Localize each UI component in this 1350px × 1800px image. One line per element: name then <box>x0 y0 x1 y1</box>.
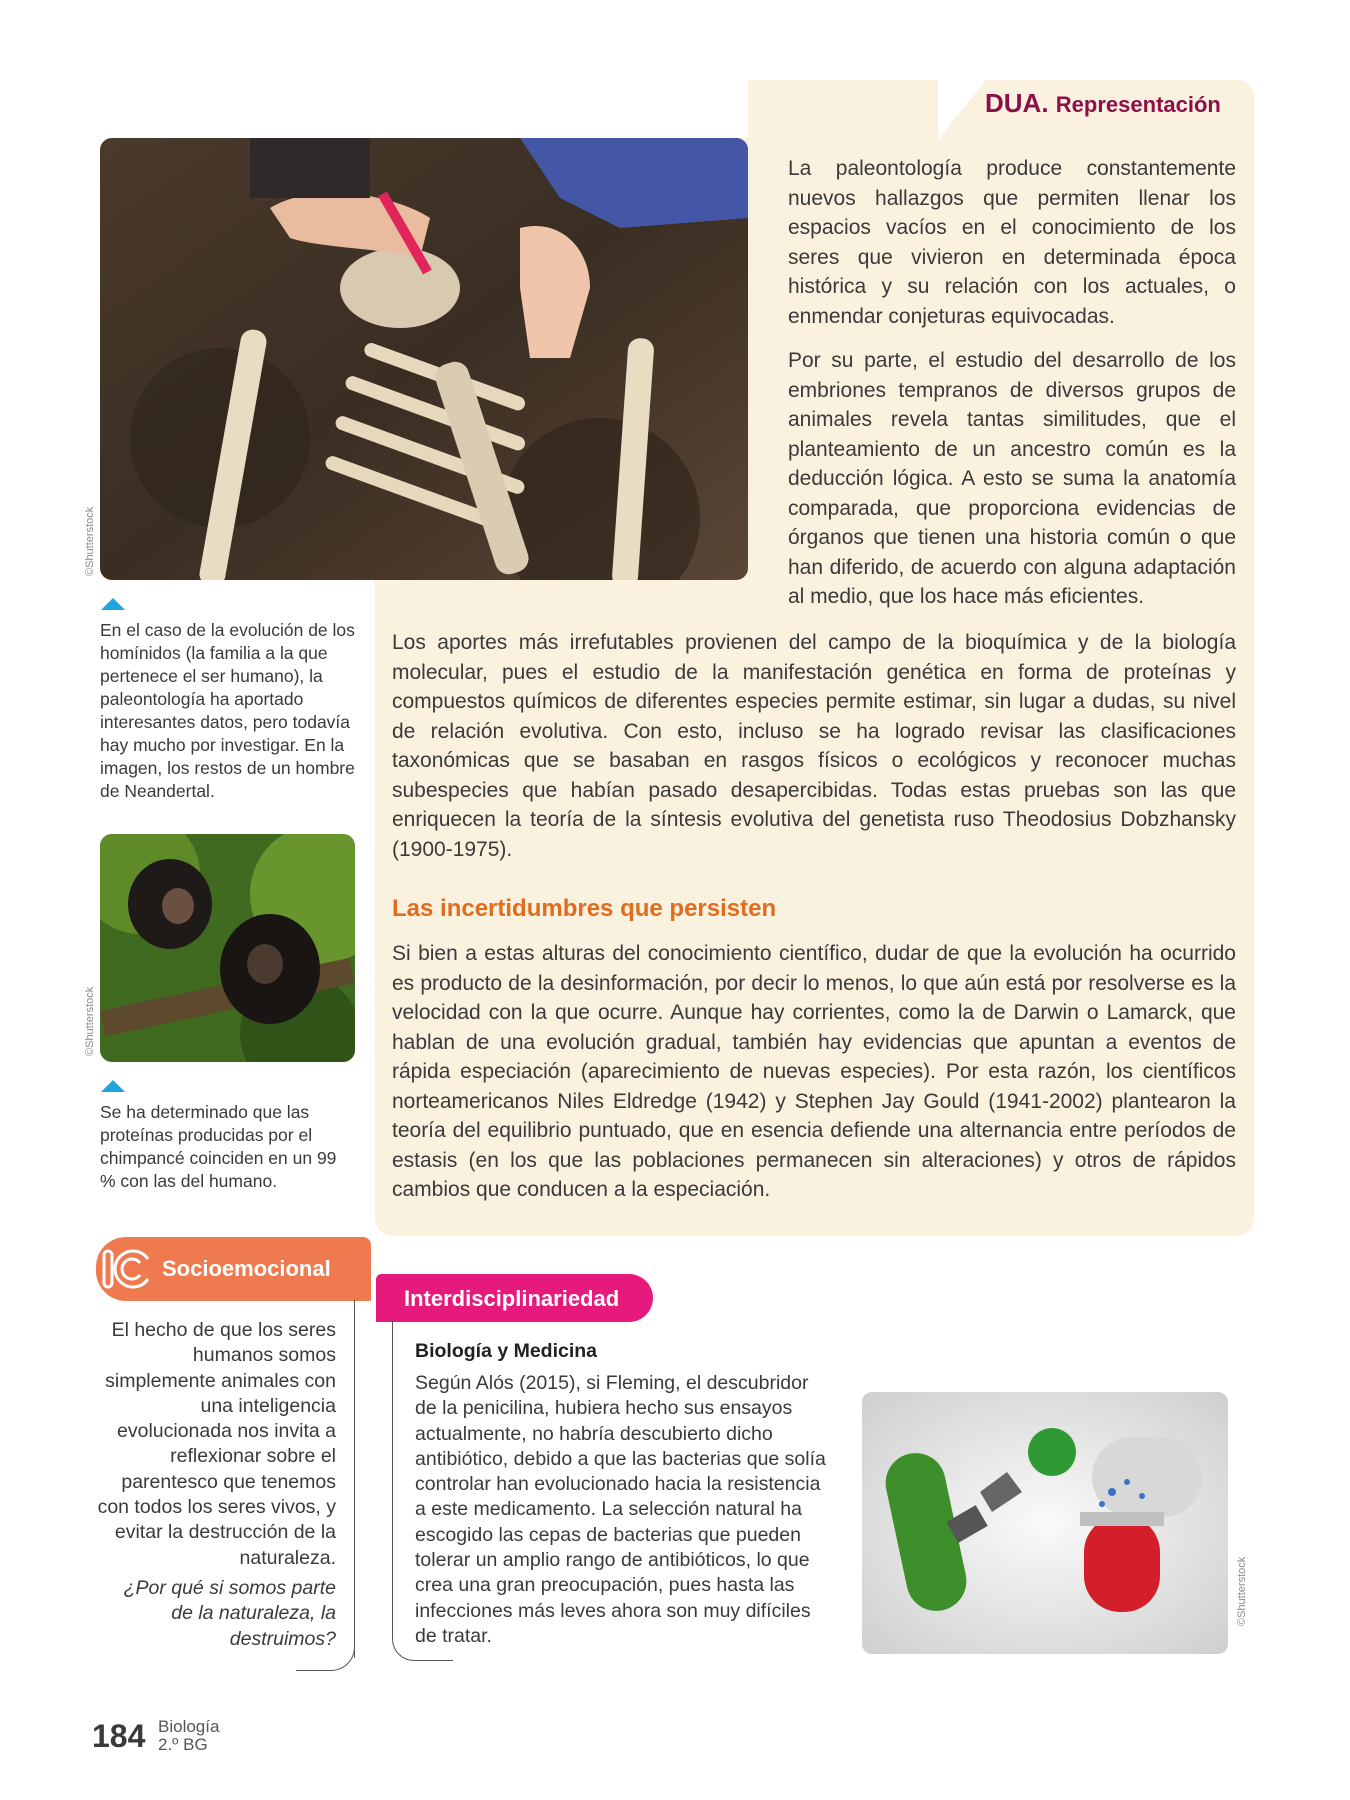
paragraph-embryology: Por su parte, el estudio del desarrollo de los embriones tempranos de diversos grupos de animales revela tantas similitudes, que el planteamiento de un ancestro común es la deducción lógica. A esto se suma la anatomía comparada, que proporciona evidencias de órganos que tienen una historia común o que han diferido, de acuerdo con alguna adaptación al medio, que los hace más eficientes. <box>788 349 1236 608</box>
inter-divider <box>392 1320 393 1638</box>
socio-divider <box>354 1300 355 1658</box>
dua-subtitle: Representación <box>1055 92 1221 117</box>
ic-logo-icon <box>96 1241 152 1297</box>
socioemocional-question: ¿Por qué si somos parte de la naturaleza, la destruimos? <box>123 1577 336 1650</box>
interdisciplinariedad-subtitle: Biología y Medicina <box>415 1340 598 1362</box>
paragraph-paleontology: La paleontología produce constantemente nuevos hallazgos que permiten llenar los espacios vacíos en el conocimiento de los seres que vivieron en determinada época histórica y su relación con los actuales, o enmendar conjeturas equivocadas. <box>788 157 1236 328</box>
socioemocional-text: El hecho de que los seres humanos somos simplemente animales con una inteligencia evolucionada nos invita a reflexionar sobre el parentesco que tenemos con todos los seres vivos, y evitar la destrucción de la naturaleza. <box>97 1319 336 1569</box>
bacteria-pill-image <box>862 1392 1228 1654</box>
section-heading: Las incertidumbres que persisten <box>392 895 777 922</box>
book-subject: Biología <box>158 1717 220 1736</box>
photo-credit-bacteria: ©Shutterstock <box>1236 1556 1248 1626</box>
caption-chimp: Se ha determinado que las proteínas producidas por el chimpancé coinciden en un 99 % con las del humano. <box>100 1102 337 1191</box>
interdisciplinariedad-title: Interdisciplinariedad <box>404 1286 620 1311</box>
book-info <box>158 1718 219 1754</box>
paragraph-biochemistry: Los aportes más irrefutables provienen del campo de la bioquímica y de la biología molecular, pues el estudio de la manifestación genética en forma de proteínas y compuestos químicos de diferentes especies permite estimar, sin lugar a dudas, su nivel de relación evolutiva. Con esto, incluso se ha logrado revisar las clasificaciones taxonómicas que se basaban en rasgos físicos o ecológicos y reconocer muchas subespecies que habían pasado desapercibidas. Todas estas pruebas son las que enriquecen la teoría de la síntesis evolutiva del genetista ruso Theodosius Dobzhansky (1900-1975). <box>392 631 1236 861</box>
interdisciplinariedad-text: Según Alós (2015), si Fleming, el descubridor de la penicilina, hubiera hecho sus ensayos actualmente, no habría descubierto dicho antibiótico, debido a que las bacterias que solía controlar han evolucionado hacia la resistencia a este medicamento. La selección natural ha escogido las cepas de bacterias que pueden tolerar un amplio rango de antibióticos, lo que crea una gran preocupación, pues hasta las infecciones más leves ahora son muy difíciles de tratar. <box>415 1372 826 1647</box>
paragraph-uncertainties: Si bien a estas alturas del conocimiento científico, dudar de que la evolución ha ocurrido es producto de la desinformación, por decir lo menos, lo que aún está por resolverse es la velocidad con la que ocurre. Aunque hay corrientes, como la de Darwin o Lamarck, que hablan de una evolución gradual, también hay evidencias que apuntan a eventos de rápida especiación (aparecimiento de nuevas especies). Por esta razón, los científicos norteamericanos Niles Eldredge (1942) y Stephen Jay Gould (1941-2002) plantearon la teoría del equilibrio puntuado, que en esencia defiende una alternancia entre períodos de estasis (en los que las poblaciones permanecen sin alteraciones) y otros de rápidos cambios que conducen a la especiación. <box>392 942 1236 1201</box>
caption-skeleton: En el caso de la evolución de los homínidos (la familia a la que pertenece el ser humano), la paleontología ha aportado interesantes datos, pero todavía hay mucho por investigar. En la imagen, los restos de un hombre de Neandertal. <box>100 620 355 801</box>
neanderthal-excavation-image <box>100 138 748 580</box>
triangle-up-icon <box>101 598 125 610</box>
dua-title <box>985 88 1221 119</box>
socioemocional-title: Socioemocional <box>162 1256 331 1281</box>
photo-credit-skeleton: ©Shutterstock <box>84 506 96 576</box>
dua-label: DUA. <box>985 88 1049 118</box>
chimpanzee-image <box>100 834 355 1062</box>
triangle-up-icon <box>101 1080 125 1092</box>
dua-panel-notch <box>938 80 986 140</box>
photo-credit-chimp: ©Shutterstock <box>84 986 96 1056</box>
page-number: 184 <box>92 1718 146 1754</box>
book-grade: 2.º BG <box>158 1735 208 1754</box>
